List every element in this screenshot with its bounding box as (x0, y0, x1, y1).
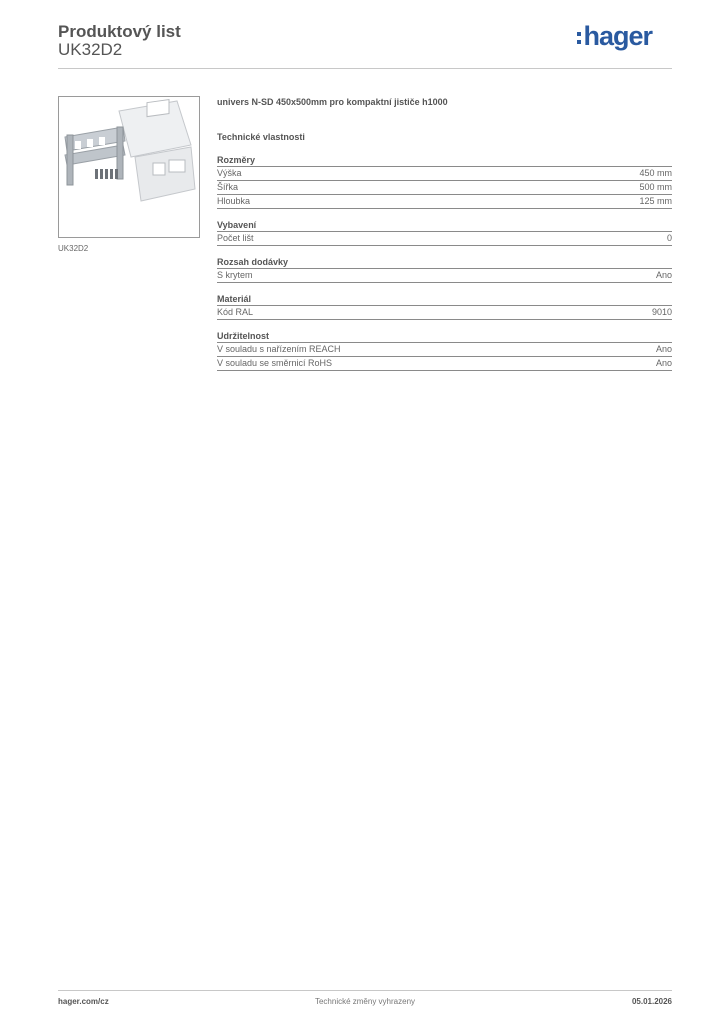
logo-dots-icon (577, 32, 581, 44)
spec-value: Ano (655, 358, 672, 368)
spec-value: Ano (655, 270, 672, 280)
footer-note: Technické změny vyhrazeny (314, 997, 416, 1006)
spec-row (217, 269, 672, 283)
specifications (217, 96, 672, 371)
spec-label: Šířka (217, 182, 239, 192)
spec-row (217, 343, 672, 357)
section-title: Vybavení (217, 219, 672, 232)
footer-divider (58, 990, 672, 991)
spec-row (217, 167, 672, 181)
image-caption: UK32D2 (58, 244, 89, 253)
product-illustration-icon (59, 97, 199, 237)
spec-label: Počet lišt (217, 233, 254, 243)
spec-row (217, 357, 672, 371)
spec-value: 125 mm (639, 196, 672, 206)
spec-row (217, 306, 672, 320)
section-title: Materiál (217, 293, 672, 306)
spec-value: Ano (655, 344, 672, 354)
section-title: Rozsah dodávky (217, 256, 672, 269)
spec-value: 500 mm (639, 182, 672, 192)
section-title: Udržitelnost (217, 330, 672, 343)
page-footer (58, 997, 672, 1011)
spec-section-delivery (217, 256, 672, 283)
footer-date: 05.01.2026 (631, 997, 672, 1006)
spec-section-material (217, 293, 672, 320)
document-title: Produktový list (58, 22, 181, 41)
spec-section-sustainability (217, 330, 672, 371)
spec-label: V souladu s nařízením REACH (217, 344, 341, 354)
product-image (58, 96, 200, 238)
spec-label: Hloubka (217, 196, 251, 206)
product-description: univers N-SD 450x500mm pro kompaktní jističe h1000 (217, 97, 448, 107)
hager-logo (577, 20, 652, 52)
spec-label: Kód RAL (217, 307, 254, 317)
section-title: Rozměry (217, 154, 672, 167)
page-header (58, 20, 672, 70)
product-code: UK32D2 (58, 40, 123, 59)
technical-properties-title: Technické vlastnosti (217, 132, 305, 142)
spec-section-equipment (217, 219, 672, 246)
spec-label: Výška (217, 168, 242, 178)
spec-row (217, 181, 672, 195)
spec-row (217, 232, 672, 246)
header-divider (58, 68, 672, 69)
logo-text: hager (583, 21, 652, 51)
footer-website-link[interactable]: hager.com/cz (58, 997, 109, 1006)
spec-label: S krytem (217, 270, 253, 280)
spec-section-dimensions (217, 154, 672, 209)
spec-value: 450 mm (639, 168, 672, 178)
spec-value: 0 (666, 233, 672, 243)
spec-value: 9010 (651, 307, 672, 317)
spec-label: V souladu se směrnicí RoHS (217, 358, 333, 368)
spec-row (217, 195, 672, 209)
